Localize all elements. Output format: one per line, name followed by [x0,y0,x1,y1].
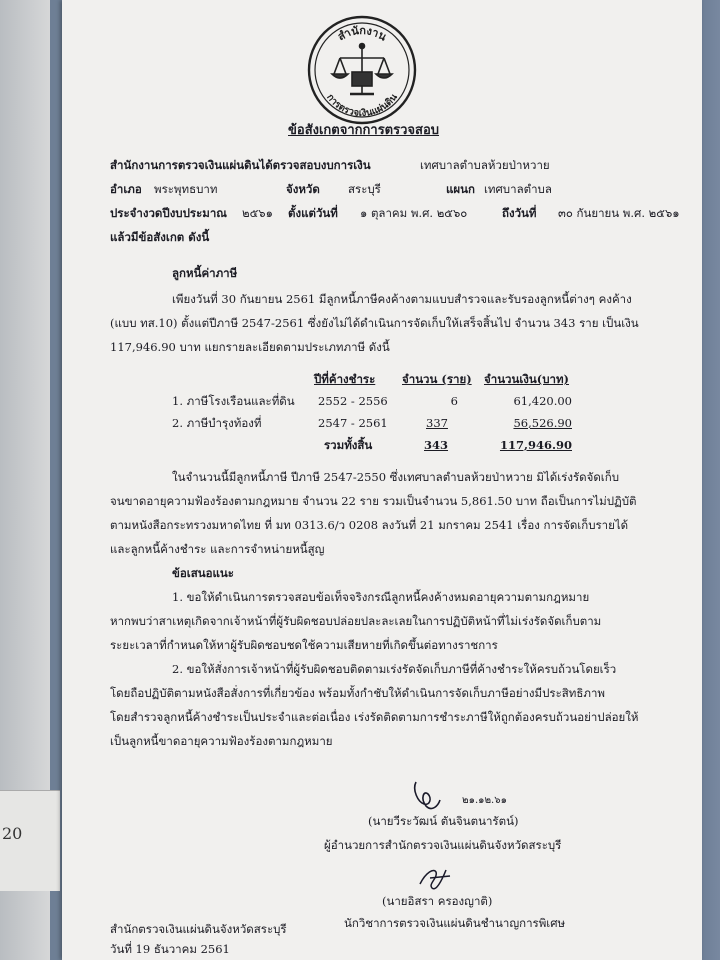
district-value: พระพุทธบาท [154,182,218,196]
document-title: ข้อสังเกตจากการตรวจสอบ [288,123,440,138]
table-total-amount: 117,946.90 [499,438,572,452]
province-value: สระบุรี [348,182,381,196]
audit-scope-label: สำนักงานการตรวจเงินแผ่นดินได้ตรวจสอบงบการเงิน [110,158,371,172]
table-header-count: จำนวน (ราย) [402,372,472,386]
province-label: จังหวัด [286,182,320,196]
table-total-label: รวมทั้งสิ้น [324,438,373,452]
signatory-1-name: (นายวีระวัฒน์ ตันจินตนารัตน์) [368,814,519,828]
signature-2 [416,862,456,894]
table-total-count: 343 [424,438,449,452]
audited-entity: เทศบาลตำบลห้วยป่าหวาย [420,158,550,172]
audit-office-seal [306,14,418,126]
signature-1-date: ๒๑.๑๒.๖๑ [462,795,507,806]
department-value: เทศบาลตำบล [484,182,552,196]
fiscal-year-value: ๒๕๖๑ [242,206,273,220]
document-page [62,0,702,960]
section-heading-tax-debtors: ลูกหนี้ค่าภาษี [172,266,238,280]
paragraph-line: ตามหนังสือกระทรวงมหาดไทย ที่ มท 0313.6/ว 0208 ลงวันที่ 21 มกราคม 2541 เรื่อง การจัดเก็บรายได้ [110,518,629,532]
period-to-label: ถึงวันที่ [502,206,537,220]
district-label: อำเภอ [110,182,142,196]
seal-bottom-text: การตรวจเงินแผ่นดิน [324,91,400,120]
recommendation-line: เป็นลูกหนี้ขาดอายุความฟ้องร้องตามกฎหมาย [110,734,333,748]
period-from-label: ตั้งแต่วันที่ [288,206,338,220]
paragraph-line: จนขาดอายุความฟ้องร้องตามกฎหมาย จำนวน 22 ราย รวมเป็นจำนวน 5,861.50 บาท ถือเป็นการไม่ปฏิบัติ [110,494,637,508]
table-row-name: 2. ภาษีบำรุงท้องที่ [172,416,262,430]
table-row-years: 2547 - 2561 [318,416,388,430]
footer-office: สำนักตรวจเงินแผ่นดินจังหวัดสระบุรี [110,922,287,936]
fiscal-year-label: ประจำงวดปีงบประมาณ [110,206,227,220]
signature-1 [408,776,468,816]
table-header-amount: จำนวนเงิน(บาท) [484,372,570,386]
underlying-sheet-number: 20 [2,824,23,843]
period-to-date: ๓๐ กันยายน พ.ศ. ๒๕๖๑ [558,206,680,220]
period-from-date: ๑ ตุลาคม พ.ศ. ๒๕๖๐ [360,206,468,220]
table-row-amount: 61,420.00 [513,394,572,408]
signatory-1-title: ผู้อำนวยการสำนักตรวจเงินแผ่นดินจังหวัดสระบุรี [324,838,562,852]
recommendation-line: โดยสำรวจลูกหนี้ค้างชำระเป็นประจำและต่อเนื่อง เร่งรัดติดตามการชำระภาษีให้ถูกต้องครบถ้วนอย่าปล่อยให้ [110,710,639,724]
signatory-2-name: (นายอิสรา ครองญาติ) [382,894,493,908]
paragraph-line: 117,946.90 บาท แยกรายละเอียดตามประเภทภาษี ดังนี้ [110,340,390,354]
recommendations-heading: ข้อเสนอแนะ [172,566,234,580]
footer-date: วันที่ 19 ธันวาคม 2561 [110,942,230,956]
paragraph-line: (แบบ ทส.10) ตั้งแต่ปีภาษี 2547-2561 ซึ่งยังไม่ได้ดำเนินการจัดเก็บให้เสร็จสิ้นไป จำนวน 343 ราย เป็นเงิน [110,316,639,330]
observation-intro: แล้วมีข้อสังเกต ดังนี้ [110,230,210,244]
table-row-years: 2552 - 2556 [318,394,388,408]
paragraph-line: ในจำนวนนี้มีลูกหนี้ภาษี ปีภาษี 2547-2550 ซึ่งเทศบาลตำบลห้วยป่าหวาย มิได้เร่งรัดจัดเก็บ [172,470,620,484]
paragraph-line: เพียงวันที่ 30 กันยายน 2561 มีลูกหนี้ภาษีคงค้างตามแบบสำรวจและรับรองลูกหนี้ต่างๆ คงค้าง [172,292,632,306]
table-header-years: ปีที่ค้างชำระ [314,372,376,386]
recommendation-line: โดยถือปฏิบัติตามหนังสือสั่งการที่เกี่ยวข้อง พร้อมทั้งกำชับให้ดำเนินการจัดเก็บภาษีอย่างมีประสิทธิภาพ [110,686,606,700]
table-row-amount: 56,526.90 [513,416,572,430]
paragraph-line: และลูกหนี้ค้างชำระ และการจำหน่ายหนี้สูญ [110,542,325,556]
recommendation-line: 2. ขอให้สั่งการเจ้าหน้าที่ผู้รับผิดชอบติดตามเร่งรัดจัดเก็บภาษีที่ค้างชำระให้ครบถ้วนโดยเร็ว [172,662,617,676]
table-row-count: 337 [426,416,448,430]
signatory-2-title: นักวิชาการตรวจเงินแผ่นดินชำนาญการพิเศษ [344,916,566,930]
recommendation-line: 1. ขอให้ดำเนินการตรวจสอบข้อเท็จจริงกรณีลูกหนี้คงค้างหมดอายุความตามกฎหมาย [172,590,590,604]
department-label: แผนก [446,182,475,196]
recommendation-line: หากพบว่าสาเหตุเกิดจากเจ้าหน้าที่ผู้รับผิดชอบปล่อยปละละเลยในการปฏิบัติหน้าที่ไม่เร่งรัดจัดเก็บตาม [110,614,602,628]
recommendation-line: ระยะเวลาที่กำหนดให้หาผู้รับผิดชอบชดใช้ความเสียหายที่เกิดขึ้นต่อทางราชการ [110,638,498,652]
seal-top-text: สำนักงาน [335,23,389,44]
table-row-count: 6 [450,394,458,408]
table-row-name: 1. ภาษีโรงเรือนและที่ดิน [172,394,295,408]
